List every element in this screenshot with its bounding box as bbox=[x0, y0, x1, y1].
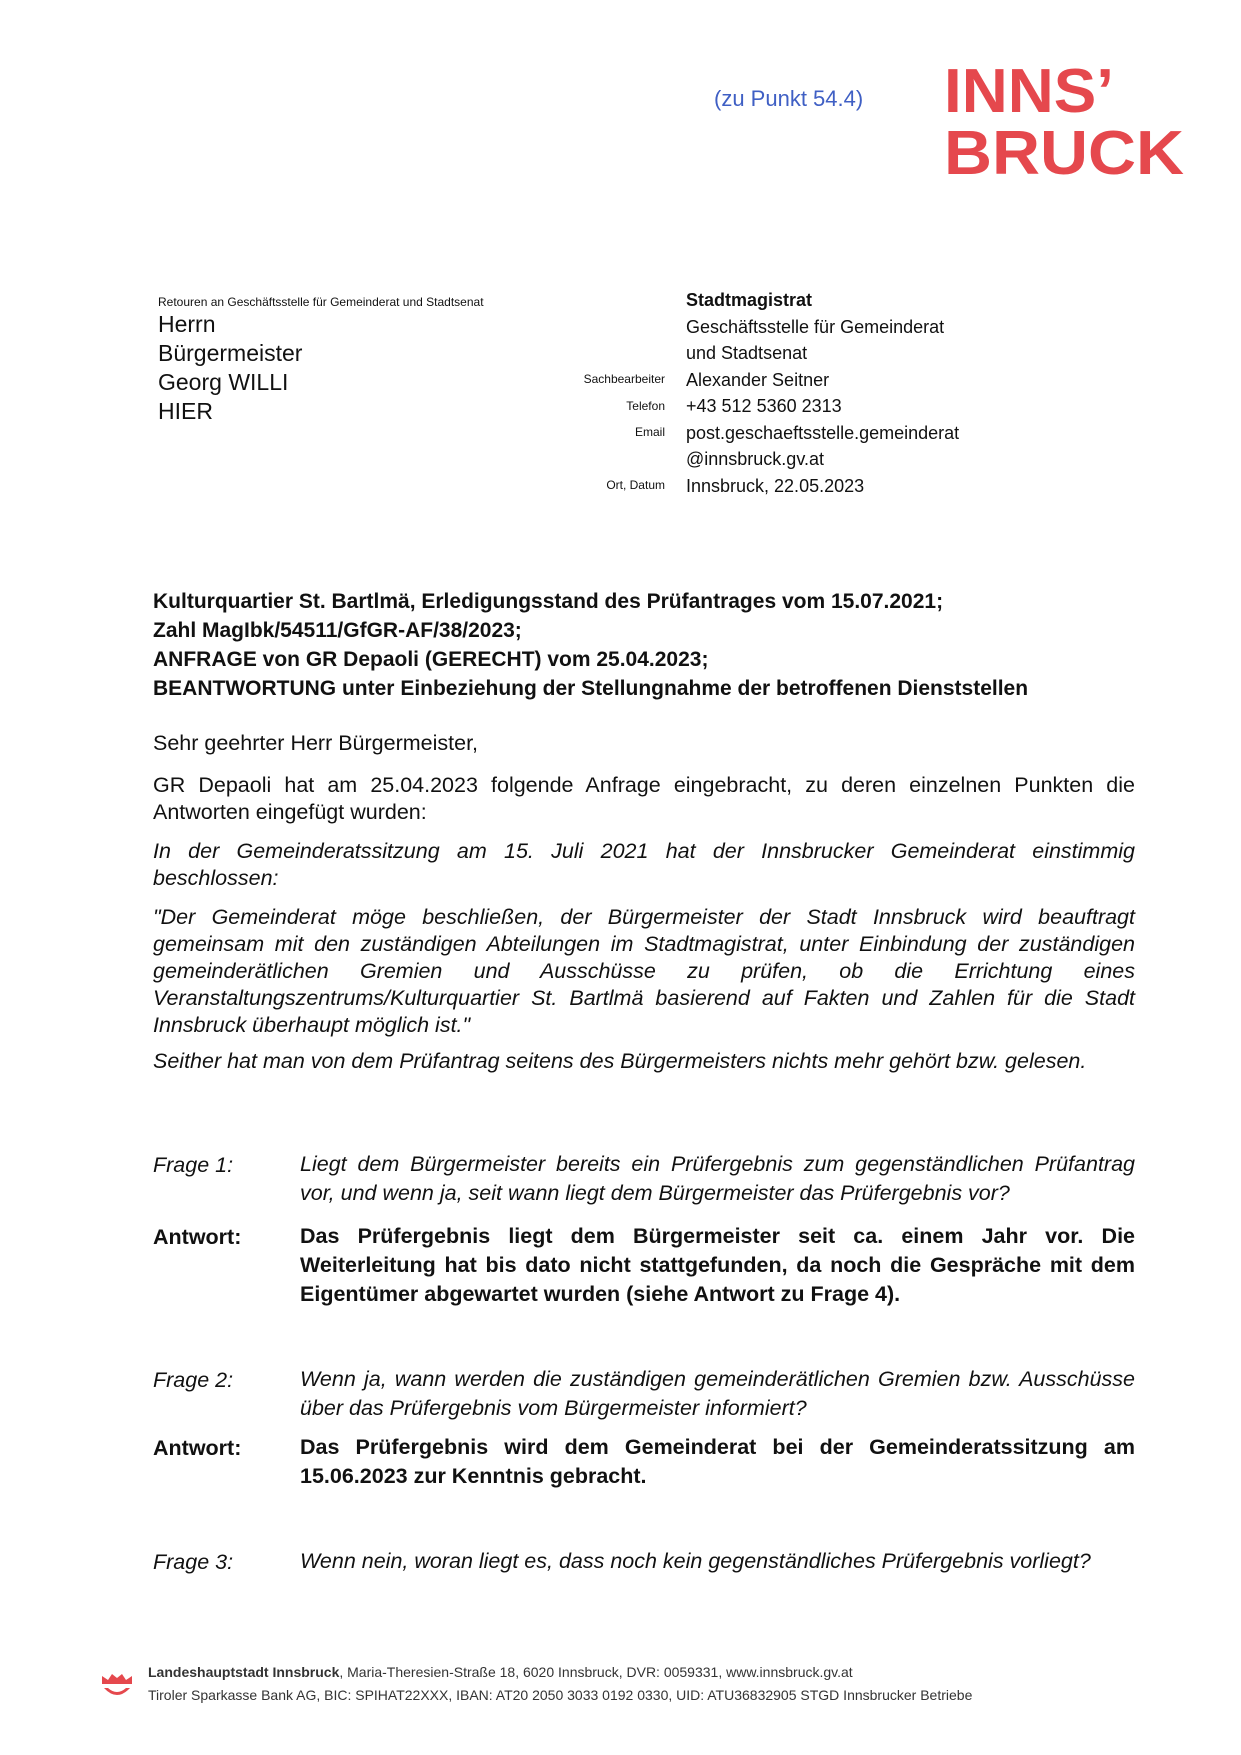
answer-text: Das Prüfergebnis liegt dem Bürgermeister seit ca. einem Jahr vor. Die Weiterleitung hat bis dato nicht stattgefunden, da noch die Gespräche mit dem Eigentümer abgewartet wurden (siehe Antwort zu Frage 4). bbox=[300, 1224, 1135, 1306]
place-date-label: Ort, Datum bbox=[606, 478, 665, 492]
question-label: Frage 2: bbox=[153, 1368, 234, 1392]
email-label: Email bbox=[634, 425, 665, 439]
footer-address: , Maria-Theresien-Straße 18, 6020 Innsbruck, DVR: 0059331, www.innsbruck.gv.at bbox=[339, 1664, 853, 1680]
reference-note: (zu Punkt 54.4) bbox=[714, 86, 864, 111]
recipient-line: Bürgermeister bbox=[158, 340, 303, 366]
subject-line: BEANTWORTUNG unter Einbeziehung der Stellungnahme der betroffenen Dienststellen bbox=[153, 677, 1029, 700]
salutation: Sehr geehrter Herr Bürgermeister, bbox=[153, 731, 479, 755]
sender-place-date: Innsbruck, 22.05.2023 bbox=[686, 475, 865, 496]
phone-label: Telefon bbox=[626, 399, 665, 413]
footer-line-2: Tiroler Sparkasse Bank AG, BIC: SPIHAT22XXX, IBAN: AT20 2050 3033 0192 0330, UID: ATU36832905 STGD Innsbrucker Betriebe bbox=[148, 1687, 973, 1703]
sender-email: @innsbruck.gv.at bbox=[686, 449, 824, 469]
sender-department: und Stadtsenat bbox=[686, 343, 808, 363]
footer-city-name: Landeshauptstadt Innsbruck bbox=[148, 1664, 340, 1680]
question-label: Frage 1: bbox=[153, 1153, 234, 1177]
return-address-line: Retouren an Geschäftsstelle für Gemeinderat und Stadtsenat bbox=[158, 295, 484, 309]
recipient-line: HIER bbox=[158, 398, 213, 424]
sender-clerk: Alexander Seitner bbox=[686, 369, 830, 390]
question-text: Liegt dem Bürgermeister bereits ein Prüfergebnis zum gegenständlichen Prüfantrag vor, und wenn ja, seit wann liegt dem Bürgermeister das Prüfergebnis vor? bbox=[300, 1152, 1135, 1205]
inquiry-intro: In der Gemeinderatssitzung am 15. Juli 2021 hat der Innsbrucker Gemeinderat einstimmig beschlossen: bbox=[153, 839, 1135, 890]
sender-title: Stadtmagistrat bbox=[686, 290, 813, 310]
since-then-paragraph: Seither hat man von dem Prüfantrag seitens des Bürgermeisters nichts mehr gehört bzw. gelesen. bbox=[153, 1049, 1087, 1073]
innsbruck-logo bbox=[944, 56, 1188, 178]
answer-label: Antwort: bbox=[153, 1436, 242, 1460]
footer-line-1 bbox=[148, 1664, 853, 1680]
answer-text: Das Prüfergebnis wird dem Gemeinderat bei der Gemeinderatssitzung am 15.06.2023 zur Kenntnis gebracht. bbox=[300, 1435, 1135, 1488]
resolution-quote: "Der Gemeinderat möge beschließen, der Bürgermeister der Stadt Innsbruck wird beauftragt gemeinsam mit den zuständigen Abteilungen im Stadtmagistrat, unter Einbindung der zuständigen gemeinderätlichen Gremien und Ausschüsse zu prüfen, ob die Errichtung eines Veranstaltungszentrums/Kulturquartier St. Bartlmä basierend auf Fakten und Zahlen für die Stadt Innsbruck überhaupt möglich ist." bbox=[153, 905, 1135, 1037]
subject-block bbox=[153, 587, 1028, 703]
sender-block bbox=[686, 287, 959, 499]
clerk-label: Sachbearbeiter bbox=[583, 372, 665, 386]
answer-label: Antwort: bbox=[153, 1225, 242, 1249]
sender-department: Geschäftsstelle für Gemeinderat bbox=[686, 316, 945, 337]
subject-line: ANFRAGE von GR Depaoli (GERECHT) vom 25.04.2023; bbox=[153, 648, 709, 671]
question-label: Frage 3: bbox=[153, 1550, 234, 1574]
sender-phone: +43 512 5360 2313 bbox=[686, 396, 842, 416]
intro-paragraph: GR Depaoli hat am 25.04.2023 folgende Anfrage eingebracht, zu deren einzelnen Punkten die Antworten eingefügt wurden: bbox=[153, 773, 1135, 824]
question-text: Wenn nein, woran liegt es, dass noch kein gegenständliches Prüfergebnis vorliegt? bbox=[300, 1549, 1091, 1573]
logo-line-2: BRUCK bbox=[944, 119, 1185, 178]
question-text: Wenn ja, wann werden die zuständigen gemeinderätlichen Gremien bzw. Ausschüsse über das Prüfergebnis vom Bürgermeister informiert? bbox=[300, 1367, 1135, 1420]
subject-line: Zahl MagIbk/54511/GfGR-AF/38/2023; bbox=[153, 619, 522, 642]
logo-line-1: INNS’ bbox=[944, 57, 1114, 126]
recipient-block bbox=[158, 310, 302, 426]
subject-line: Kulturquartier St. Bartlmä, Erledigungsstand des Prüfantrages vom 15.07.2021; bbox=[153, 590, 944, 613]
sender-email: post.geschaeftsstelle.gemeinderat bbox=[686, 422, 960, 443]
recipient-line: Herrn bbox=[158, 311, 216, 337]
recipient-line: Georg WILLI bbox=[158, 369, 289, 395]
city-crest-icon bbox=[100, 1668, 134, 1702]
